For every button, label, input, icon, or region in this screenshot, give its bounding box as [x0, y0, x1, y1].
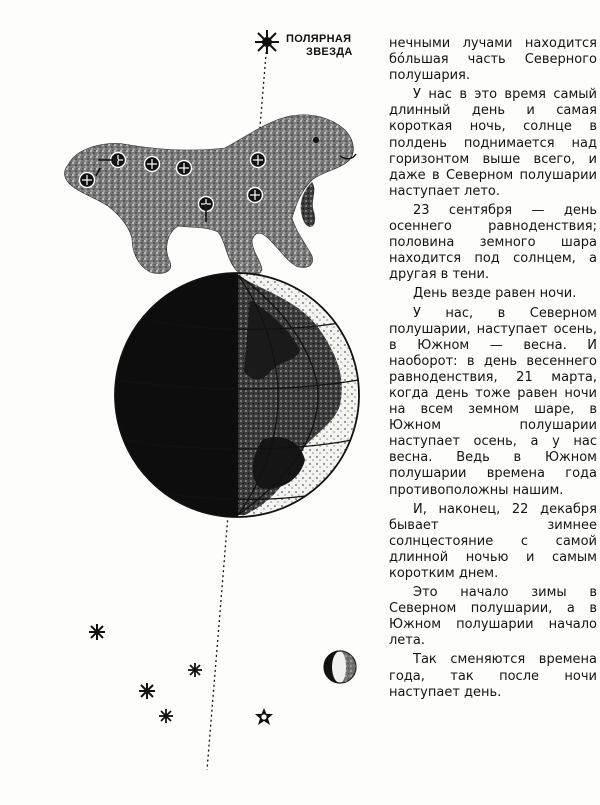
earth-globe: [115, 270, 359, 520]
paragraph: И, наконец, 22 декабря бывает зимнее солнцестояние с самой длинной ночью и самым коротким днем.: [389, 501, 597, 581]
polaris-label: [286, 33, 366, 59]
polaris-label-line1: ПОЛЯРНАЯ: [286, 33, 352, 45]
star-icon: [159, 709, 173, 723]
paragraph: День везде равен ночи.: [413, 286, 577, 302]
polaris-label-line2: ЗВЕЗДА: [306, 46, 353, 58]
paragraph: У нас в это время самый длинный день и самая короткая ночь, солнце в полдень поднимается над горизонтом выше всего, и даже в Северном полушарии наступает лето.: [389, 87, 597, 199]
paragraph: Это начало зимы в Северном полушарии, а в Южном полушарии начало лета.: [389, 585, 597, 649]
star-icon: [89, 624, 105, 640]
paragraph: У нас, в Северном полушарии, наступает осень, в Южном — весна. И наоборот: в день весеннего равноденствия, 21 марта, когда день тоже равен ночи на всем земном шаре, в Южном полушарии наступает осень, а у нас весна. Ведь в Южном полушарии времена года противоположны нашим.: [389, 305, 597, 498]
article-text: [389, 36, 597, 704]
star-icon: [139, 683, 155, 699]
paragraph: 23 сентября — день осеннего равноденствия; половина земного шара находится под солнцем, а другая в тени.: [389, 202, 597, 283]
paragraph: Так сменяются времена года, так после ночи наступает день.: [389, 652, 597, 700]
star-icon: [188, 663, 202, 677]
polaris-star-icon: [255, 30, 279, 54]
moon-icon: [324, 651, 356, 683]
ursa-major-bear: [65, 115, 356, 276]
star-icon: [255, 708, 273, 725]
paragraph: нечными лучами находится бóльшая часть Северного полушария.: [389, 36, 597, 84]
